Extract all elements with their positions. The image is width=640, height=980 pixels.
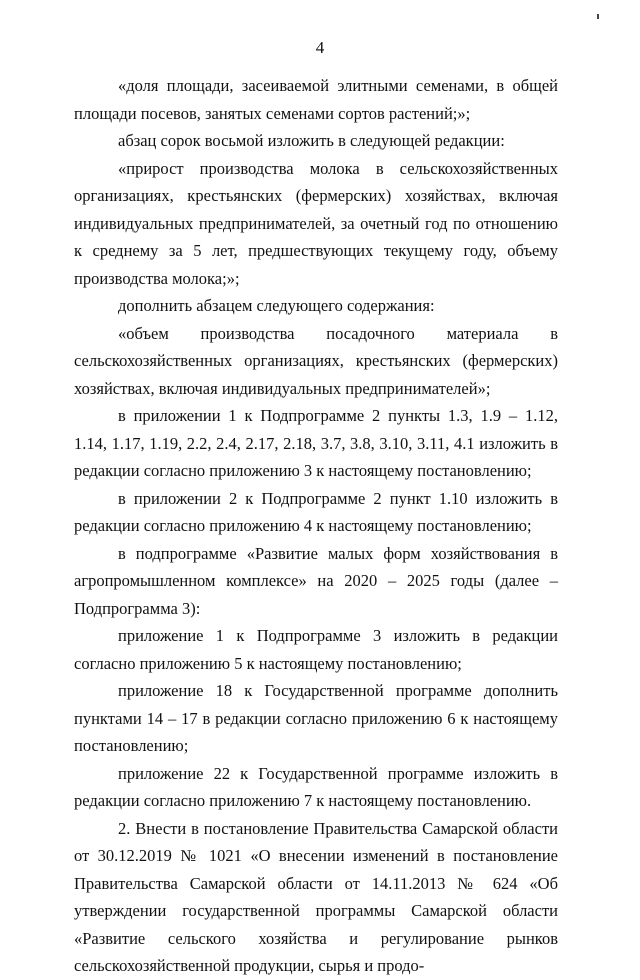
scan-artifact [597, 14, 599, 19]
paragraph: «доля площади, засеиваемой элитными семенами, в общей площади посевов, занятых семенами сортов растений;»; [74, 76, 558, 123]
paragraph: «прирост производства молока в сельскохозяйственных организациях, крестьянских (фермерских) хозяйствах, включая индивидуальных предпринимателей, за очетный год по отношению к среднему за 5 лет, предшествующих текущему году, объему производства молока;»; [74, 158, 558, 288]
paragraph: в подпрограмме «Развитие малых форм хозяйствования в агропромышленном комплексе» на 2020 – 2025 годы (далее – Подпрограмма 3): [74, 543, 558, 618]
paragraph: приложение 1 к Подпрограмме 3 изложить в редакции согласно приложению 5 к настоящему постановлению; [74, 626, 558, 673]
page-number: 4 [315, 38, 325, 57]
paragraph: приложение 22 к Государственной программе изложить в редакции согласно приложению 7 к настоящему постановлению. [74, 763, 558, 810]
paragraph: дополнить абзацем следующего содержания: [118, 296, 435, 315]
paragraph: абзац сорок восьмой изложить в следующей редакции: [118, 131, 505, 150]
paragraph: в приложении 1 к Подпрограмме 2 пункты 1.3, 1.9 – 1.12, 1.14, 1.17, 1.19, 2.2, 2.4, 2.17, 2.18, 3.7, 3.8, 3.10, 3.11, 4.1 изложить в редакции согласно приложению 3 к настоящему постановлению; [74, 406, 558, 480]
paragraph: 2. Внести в постановление Правительства Самарской области от 30.12.2019 № 1021 «О внесении изменений в постановление Правительства Самарской области от 14.11.2013 № 624 «Об утверждении государственной программы Самарской области «Развитие сельского хозяйства и регулирование рынков сельскохозяйственной продукции, сырья и продо- [74, 818, 558, 975]
paragraph: в приложении 2 к Подпрограмме 2 пункт 1.10 изложить в редакции согласно приложению 4 к настоящему постановлению; [74, 488, 558, 535]
document-body [74, 72, 558, 980]
paragraph: приложение 18 к Государственной программе дополнить пунктами 14 – 17 в редакции согласно приложению 6 к настоящему постановлению; [74, 681, 558, 755]
paragraph: «объем производства посадочного материала в сельскохозяйственных организациях, крестьянских (фермерских) хозяйствах, включая индивидуальных предпринимателей»; [74, 323, 558, 398]
